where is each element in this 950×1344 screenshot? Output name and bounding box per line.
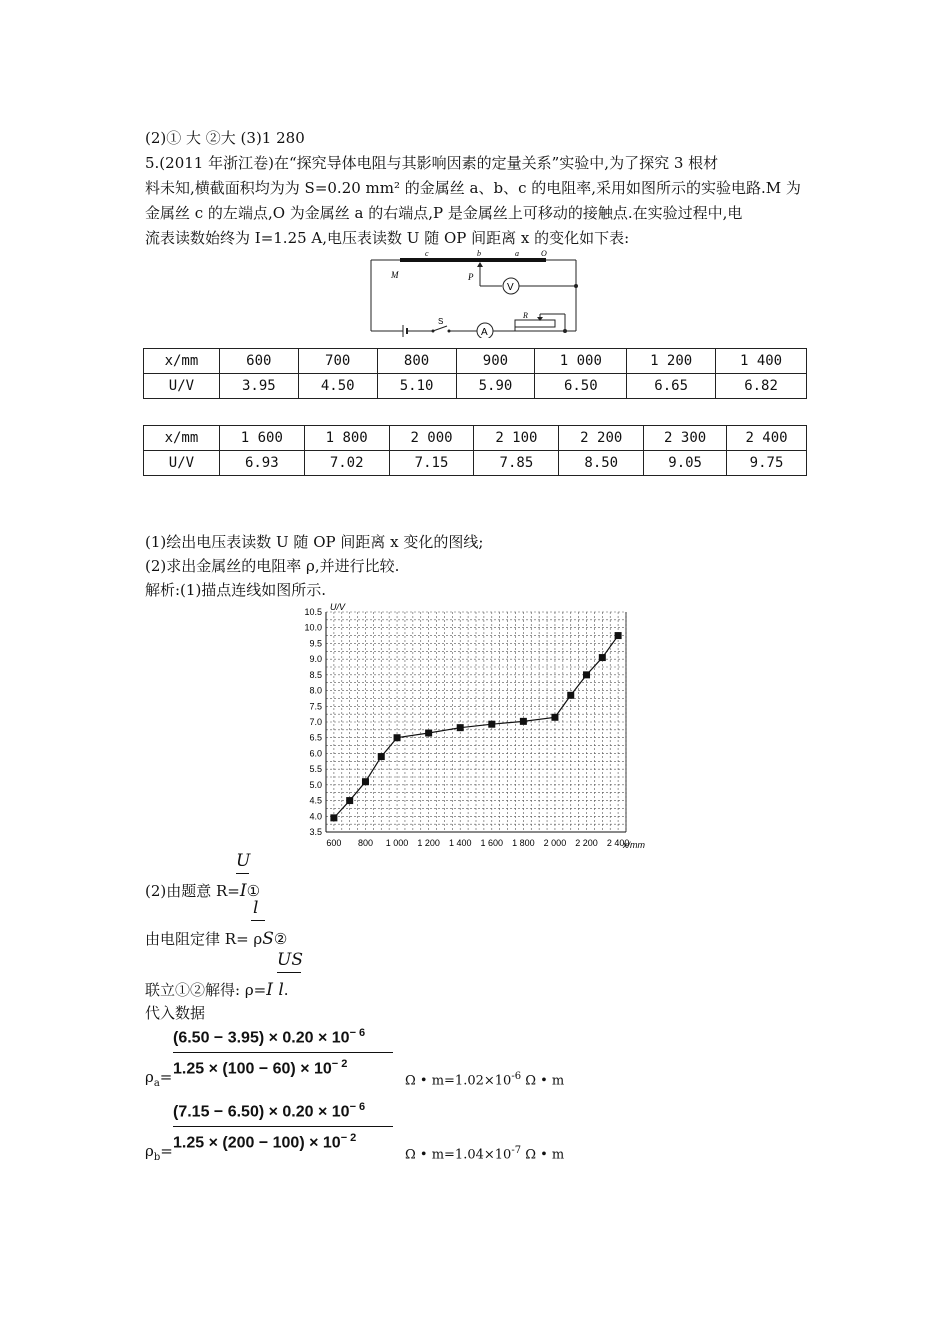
rho-a-fraction-bar (173, 1052, 393, 1053)
frac-i-den: I (239, 881, 247, 901)
table-cell: U/V (144, 451, 220, 476)
table-cell: 1 800 (304, 426, 389, 451)
data-point (330, 814, 337, 821)
label-c: c (425, 249, 429, 258)
label-O: O (541, 249, 547, 258)
circuit-diagram (365, 248, 585, 338)
y-tick-label: 10.0 (304, 622, 322, 633)
table-cell: 3.95 (219, 374, 298, 399)
table-cell: 7.85 (474, 451, 559, 476)
table-cell: 2 300 (644, 426, 727, 451)
table-cell: 6.82 (716, 374, 807, 399)
y-tick-label: 5.0 (309, 779, 322, 790)
table-row (144, 426, 807, 451)
x-tick-label: 2 400 (606, 838, 630, 848)
problem-line-1: 5.(2011 年浙江卷)在“探究导体电阻与其影响因素的定量关系”实验中,为了探究 3 根材 (145, 154, 719, 172)
x-tick-label: 1 800 (512, 838, 535, 848)
data-table-2 (143, 425, 807, 476)
table-cell: 4.50 (298, 374, 377, 399)
table-cell: 9.05 (644, 451, 727, 476)
table-cell: x/mm (144, 349, 220, 374)
y-tick-label: 10.5 (304, 607, 322, 617)
table-cell: 8.50 (559, 451, 644, 476)
law-prefix: 由电阻定律 R= ρ (145, 930, 263, 948)
table-cell: 5.10 (377, 374, 456, 399)
resistance-law-line (145, 929, 287, 949)
frac-il-den: I l (266, 980, 284, 1000)
x-tick-label: 1 400 (448, 838, 472, 848)
label-a: a (515, 249, 519, 258)
voltmeter-label: V (507, 282, 514, 293)
y-tick-label: 6.5 (309, 732, 322, 743)
y-tick-label: 9.0 (309, 654, 322, 665)
y-tick-label: 9.5 (309, 638, 322, 649)
table-cell: 2 100 (474, 426, 559, 451)
x-tick-label: 2 000 (543, 838, 567, 848)
data-point (567, 692, 574, 699)
y-tick-label: 6.0 (309, 748, 322, 759)
step2-prefix: (2)由题意 R= (145, 882, 240, 900)
frac-bar-2 (251, 920, 265, 921)
u-x-chart (288, 600, 668, 860)
switch-label: S (438, 317, 444, 326)
rho-a-result: Ω • $m=1.02\times 10^{-6}$ Ω • m (405, 1071, 565, 1089)
table-cell: 600 (219, 349, 298, 374)
table-cell: 6.93 (219, 451, 304, 476)
rheostat (515, 320, 555, 327)
data-point (378, 753, 385, 760)
table-cell: 1 400 (716, 349, 807, 374)
y-tick-label: 8.5 (309, 669, 322, 680)
table-cell: 2 400 (727, 426, 807, 451)
x-axis-label: x/mm (623, 840, 645, 850)
table-cell: x/mm (144, 426, 220, 451)
rheostat-label: R (523, 311, 528, 320)
table-cell: 700 (298, 349, 377, 374)
frac-bar-3 (277, 972, 301, 973)
mark-2: ② (273, 930, 288, 948)
rho-b-label: $\rho_b=$ (145, 1142, 173, 1163)
previous-answer: (2)① 大 ②大 (3)1 280 (145, 129, 305, 147)
y-axis-label: U/V (330, 602, 346, 612)
rho-b-result: Ω • $m=1.04\times 10^{-7}$ Ω • m (405, 1145, 565, 1163)
rho-a-label: $\rho_a=$ (145, 1068, 173, 1089)
x-tick-label: 600 (326, 838, 342, 848)
mark-1: ① (246, 882, 261, 900)
label-M: M (391, 270, 399, 280)
substitute-line: 代入数据 (145, 1004, 206, 1022)
table-cell: 2 200 (559, 426, 644, 451)
data-point (551, 714, 558, 721)
switch (433, 326, 447, 331)
problem-line-3: 金属丝 c 的左端点,O 为金属丝 a 的右端点,P 是金属丝上可移动的接触点.在实验过程中,电 (145, 204, 743, 222)
table-cell: U/V (144, 374, 220, 399)
chart-grid (326, 612, 626, 832)
x-tick-label: 2 200 (575, 838, 598, 848)
solve-line (145, 980, 289, 1000)
rho-b-denominator: $1.25 \times (200 - 100) \times 10^{- 2}$ (173, 1132, 357, 1152)
data-point (394, 734, 401, 741)
step2-line (145, 881, 260, 901)
x-tick-label: 1 600 (480, 838, 504, 848)
rho-a-denominator: $1.25 \times (100 - 60) \times 10^{- 2}$ (173, 1058, 348, 1078)
series-line (334, 636, 618, 818)
rho-b-fraction-bar (173, 1126, 393, 1127)
x-tick-label: 1 200 (417, 838, 440, 848)
frac-us-num: US (277, 950, 303, 970)
solve-suffix: . (283, 981, 289, 999)
question-1: (1)绘出电压表读数 U 随 OP 间距离 x 变化的图线; (145, 533, 484, 551)
analysis-1: 解析:(1)描点连线如图所示. (145, 581, 327, 599)
y-tick-label: 7.5 (309, 701, 322, 712)
y-tick-label: 8.0 (309, 685, 322, 696)
y-tick-label: 7.0 (309, 717, 322, 727)
y-tick-label: 4.5 (309, 795, 322, 806)
rho-b-numerator: $(7.15 - 6.50) \times 0.20 \times 10^{- 6}$ (173, 1101, 366, 1121)
frac-bar-1 (236, 873, 249, 874)
label-b: b (477, 249, 481, 258)
frac-u-num: U (236, 851, 251, 871)
table-row (144, 349, 807, 374)
data-point (346, 797, 353, 804)
table-cell: 900 (456, 349, 535, 374)
table-cell: 6.50 (535, 374, 627, 399)
table-cell: 9.75 (727, 451, 807, 476)
data-point (520, 718, 527, 725)
data-point (583, 671, 590, 678)
data-point (425, 730, 432, 737)
y-tick-label: 4.0 (309, 811, 322, 822)
ammeter-label: A (481, 327, 488, 338)
problem-line-2: 料未知,横截面积均为为 S=0.20 mm² 的金属丝 a、b、c 的电阻率,采用如图所示的实验电路.M 为 (145, 179, 801, 197)
table-cell: 6.65 (627, 374, 716, 399)
table-cell: 2 000 (389, 426, 474, 451)
table-cell: 5.90 (456, 374, 535, 399)
data-point (457, 724, 464, 731)
question-2: (2)求出金属丝的电阻率 ρ,并进行比较. (145, 557, 400, 575)
x-tick-label: 800 (357, 838, 373, 848)
problem-line-4: 流表读数始终为 I=1.25 A,电压表读数 U 随 OP 间距离 x 的变化如下表: (145, 229, 630, 247)
metal-wire (400, 258, 546, 262)
y-tick-label: 5.5 (309, 764, 322, 775)
data-point (615, 632, 622, 639)
x-tick-label: 1 000 (385, 838, 409, 848)
table-cell: 800 (377, 349, 456, 374)
table-cell: 1 000 (535, 349, 627, 374)
y-tick-label: 3.5 (309, 827, 322, 837)
table-cell: 7.02 (304, 451, 389, 476)
data-point (488, 721, 495, 728)
label-P: P (468, 272, 474, 282)
table-cell: 1 600 (219, 426, 304, 451)
data-point (362, 778, 369, 785)
table-cell: 7.15 (389, 451, 474, 476)
data-point (599, 654, 606, 661)
table-cell: 1 200 (627, 349, 716, 374)
table-row (144, 374, 807, 399)
data-table-1 (143, 348, 807, 399)
frac-s-den: S (262, 929, 274, 949)
table-row (144, 451, 807, 476)
frac-l-num: l (253, 898, 259, 918)
rho-a-numerator: $(6.50 - 3.95) \times 0.20 \times 10^{- 6}$ (173, 1027, 366, 1047)
solve-prefix: 联立①②解得: ρ= (145, 981, 267, 999)
